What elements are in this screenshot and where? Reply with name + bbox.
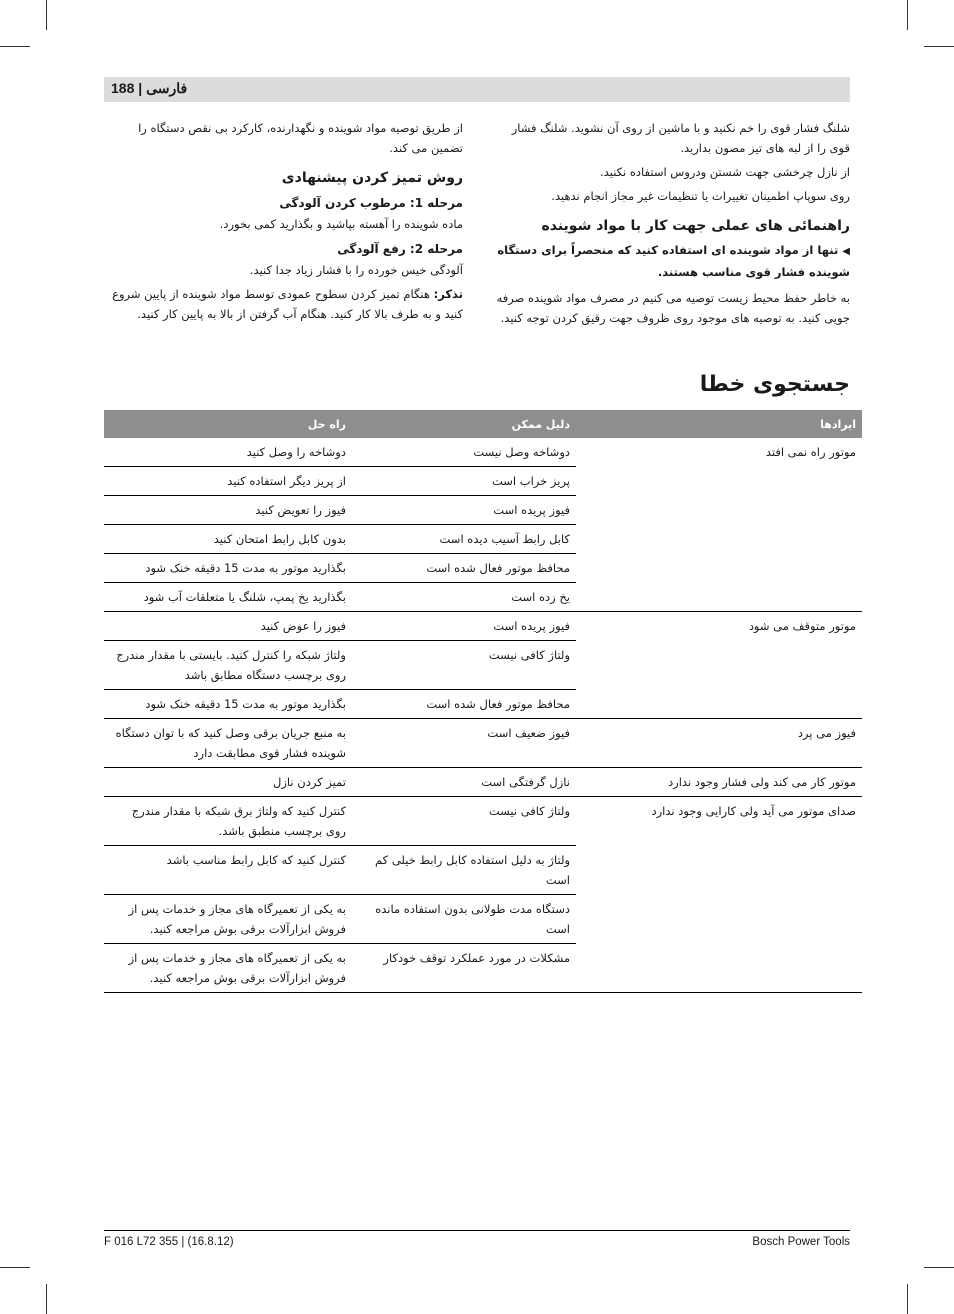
paragraph: از نازل چرخشی جهت شستن ودروس استفاده نکنید. (600, 165, 850, 179)
table-row (104, 719, 862, 768)
crop-mark (0, 46, 30, 47)
cell-solution: بدون کابل رابط امتحان کنید (104, 525, 352, 554)
cell-cause: فیوز ضعیف است (352, 719, 576, 768)
cell-solution: از پریز دیگر استفاده کنید (104, 467, 352, 496)
crop-mark (924, 46, 954, 47)
cell-solution: فیوز را عوض کنید (104, 612, 352, 641)
cell-cause: محافظ موتور فعال شده است (352, 554, 576, 583)
cell-cause: ولتاژ کافی نیست (352, 641, 576, 690)
cell-cause: ولتاژ کافی نیست (352, 797, 576, 846)
cell-cause: مشکلات در مورد عملکرد توقف خودکار (352, 944, 576, 993)
cell-solution: بگذارید موتور به مدت 15 دقیقه خنک شود (104, 554, 352, 583)
cell-solution: به یکی از تعمیرگاه های مجاز و خدمات پس از فروش ابزارآلات برقی بوش مراجعه کنید. (104, 944, 352, 993)
crop-mark (907, 0, 908, 30)
table-header-row (104, 410, 862, 438)
cell-solution: بگذارید موتور به مدت 15 دقیقه خنک شود (104, 690, 352, 719)
cell-solution: بگذارید یخ پمپ، شلنگ یا متعلقات آب شود (104, 583, 352, 612)
page-header (104, 77, 850, 102)
cell-cause: محافظ موتور فعال شده است (352, 690, 576, 719)
paragraph: ماده شوینده را آهسته بپاشید و بگذارید کمی بخورد. (219, 217, 463, 231)
cell-cause: پریز خراب است (352, 467, 576, 496)
crop-mark (924, 1267, 954, 1268)
footer-doc-code: F 016 L72 355 | (16.8.12) (104, 1236, 234, 1248)
cell-solution: ولتاژ شبکه را کنترل کنید. بایستی با مقدار مندرج روی برچسب دستگاه مطابق باشد (104, 641, 352, 690)
paragraph: روی سوپاپ اطمینان تغییرات یا تنظیمات غیر مجاز انجام ندهید. (551, 189, 850, 203)
note-text: هنگام تمیز کردن سطوح عمودی توسط مواد شوینده از پایین شروع کنید و به طرف بالا کار کنید. هنگام آب گرفتن از بالا به پایین کار کنید. (112, 287, 463, 321)
cell-cause: نازل گرفتگی است (352, 768, 576, 797)
section-heading: راهنمائی های عملی جهت کار با مواد شوینده (541, 218, 850, 234)
cell-cause: یخ زده است (352, 583, 576, 612)
crop-mark (46, 1284, 47, 1314)
paragraph: آلودگی خیس خورده را با فشار زیاد جدا کنید. (249, 263, 463, 277)
cell-cause: دوشاخه وصل نیست (352, 438, 576, 467)
cell-problem: فیوز می پرد (576, 719, 862, 768)
cell-solution: به یکی از تعمیرگاه های مجاز و خدمات پس از فروش ابزارآلات برقی بوش مراجعه کنید. (104, 895, 352, 944)
column-header-solution: راه حل (104, 410, 352, 438)
step-title: مرحله 2: رفع آلودگی (337, 242, 463, 256)
left-column (104, 118, 463, 328)
table-row (104, 438, 862, 467)
page-title: جستجوی خطا (699, 372, 850, 397)
cell-cause: فیوز پریده است (352, 612, 576, 641)
column-header-problem: ایرادها (576, 410, 862, 438)
bullet-item: ◀تنها از مواد شوینده ای استفاده کنید که منحصراً برای دستگاه شوینده فشار قوی مناسب هستند. (497, 243, 850, 279)
troubleshooting-table (104, 410, 862, 993)
cell-solution: به منبع جریان برقی وصل کنید که با توان دستگاه شوینده فشار قوی مطابقت دارد (104, 719, 352, 768)
cell-cause: فیوز پریده است (352, 496, 576, 525)
table-row (104, 768, 862, 797)
cell-problem: موتور متوقف می شود (576, 612, 862, 719)
right-column (490, 118, 850, 332)
table-row (104, 797, 862, 846)
crop-mark (0, 1267, 30, 1268)
triangle-bullet-icon: ◀ (842, 246, 850, 257)
cell-problem: صدای موتور می آید ولی کارایی وجود ندارد (576, 797, 862, 993)
cell-problem: موتور راه نمی افتد (576, 438, 862, 612)
note-paragraph (104, 284, 463, 324)
cell-solution: فیوز را تعویض کنید (104, 496, 352, 525)
crop-mark (46, 0, 47, 30)
table-row (104, 612, 862, 641)
paragraph: به خاطر حفظ محیط زیست توصیه می کنیم در مصرف مواد شوینده صرفه جویی کنید. به توصیه های موجود روی ظروف جهت رقیق کردن توجه کنید. (496, 291, 850, 325)
footer-brand: Bosch Power Tools (752, 1236, 850, 1248)
paragraph: از طریق توصیه مواد شوینده و نگهدارنده، کارکرد بی نقص دستگاه را تضمین می کند. (138, 121, 463, 155)
section-heading: روش تمیز کردن پیشنهادی (281, 170, 463, 186)
page-number-label: 188 | فارسی (111, 80, 188, 96)
column-header-cause: دلیل ممکن (352, 410, 576, 438)
paragraph: شلنگ فشار قوی را خم نکنید و با ماشین از روی آن نشوید. شلنگ فشار قوی را از لبه های تیز مصون بدارید. (511, 121, 850, 155)
step-title: مرحله 1: مرطوب کردن آلودگی (279, 196, 463, 210)
table-body (104, 438, 862, 993)
cell-solution: دوشاخه را وصل کنید (104, 438, 352, 467)
cell-solution: کنترل کنید که ولتاژ برق شبکه با مقدار مندرج روی برچسب منطبق باشد. (104, 797, 352, 846)
cell-problem: موتور کار می کند ولی فشار وجود ندارد (576, 768, 862, 797)
cell-solution: کنترل کنید که کابل رابط مناسب باشد (104, 846, 352, 895)
footer-divider (104, 1230, 850, 1231)
note-label: تذکر: (433, 287, 463, 301)
crop-mark (907, 1284, 908, 1314)
cell-solution: تمیز کردن نازل (104, 768, 352, 797)
cell-cause: دستگاه مدت طولانی بدون استفاده مانده است (352, 895, 576, 944)
cell-cause: کابل رابط آسیب دیده است (352, 525, 576, 554)
cell-cause: ولتاژ به دلیل استفاده کابل رابط خیلی کم است (352, 846, 576, 895)
